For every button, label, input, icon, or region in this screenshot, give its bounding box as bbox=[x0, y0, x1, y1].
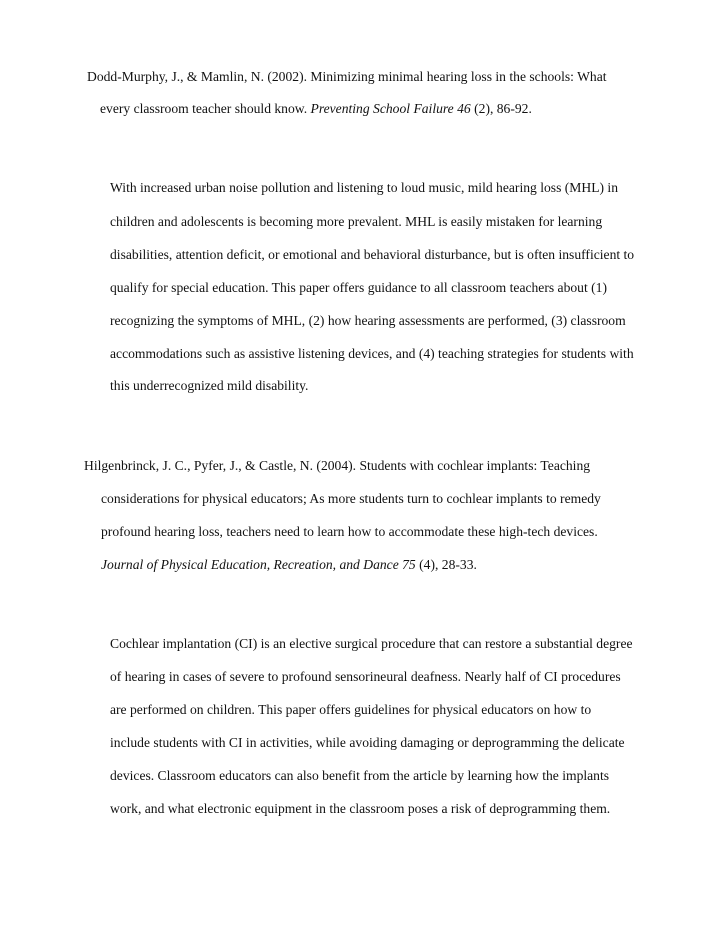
citation-2-line-2: considerations for physical educators; As more students turn to cochlear implants to remedy bbox=[101, 491, 601, 506]
abstract-2-line: of hearing in cases of severe to profound sensorineural deafness. Nearly half of CI procedures bbox=[110, 669, 621, 684]
citation-1-volume-pages: (2), 86-92. bbox=[470, 101, 532, 116]
abstract-1-line: accommodations such as assistive listening devices, and (4) teaching strategies for students with bbox=[110, 346, 634, 361]
abstract-2-line: devices. Classroom educators can also benefit from the article by learning how the implants bbox=[110, 768, 610, 783]
abstract-1-line: this underrecognized mild disability. bbox=[110, 378, 309, 393]
abstract-2-line: include students with CI in activities, while avoiding damaging or deprogramming the delicate bbox=[110, 735, 625, 750]
abstract-1-line: qualify for special education. This paper offers guidance to all classroom teachers about (1) bbox=[110, 280, 608, 295]
citation-2-line-4 bbox=[101, 557, 477, 573]
abstract-1-line: recognizing the symptoms of MHL, (2) how hearing assessments are performed, (3) classroom bbox=[110, 313, 626, 328]
citation-2-line-1: Hilgenbrinck, J. C., Pyfer, J., & Castle, N. (2004). Students with cochlear implants: Teaching bbox=[84, 458, 591, 473]
abstract-1-line: With increased urban noise pollution and listening to loud music, mild hearing loss (MHL) in bbox=[110, 180, 619, 195]
abstract-2-line: work, and what electronic equipment in the classroom poses a risk of deprogramming them. bbox=[110, 801, 611, 816]
citation-2-journal: Journal of Physical Education, Recreation, and Dance 75 bbox=[101, 557, 416, 572]
abstract-1-line: children and adolescents is becoming more prevalent. MHL is easily mistaken for learning bbox=[110, 214, 603, 229]
abstract-2-line: are performed on children. This paper offers guidelines for physical educators on how to bbox=[110, 702, 592, 717]
abstract-1-line: disabilities, attention deficit, or emotional and behavioral disturbance, but is often insufficient to bbox=[110, 247, 635, 262]
citation-1-line-1: Dodd-Murphy, J., & Mamlin, N. (2002). Minimizing minimal hearing loss in the schools: What bbox=[87, 69, 607, 84]
citation-2-line-3: profound hearing loss, teachers need to learn how to accommodate these high-tech devices. bbox=[101, 524, 598, 539]
abstract-2-line: Cochlear implantation (CI) is an elective surgical procedure that can restore a substantial degree bbox=[110, 636, 633, 651]
citation-1-line-2 bbox=[100, 101, 532, 117]
citation-2-volume-pages: (4), 28-33. bbox=[415, 557, 477, 572]
citation-1-text: every classroom teacher should know. bbox=[100, 101, 311, 116]
citation-1-journal: Preventing School Failure 46 bbox=[310, 101, 471, 116]
